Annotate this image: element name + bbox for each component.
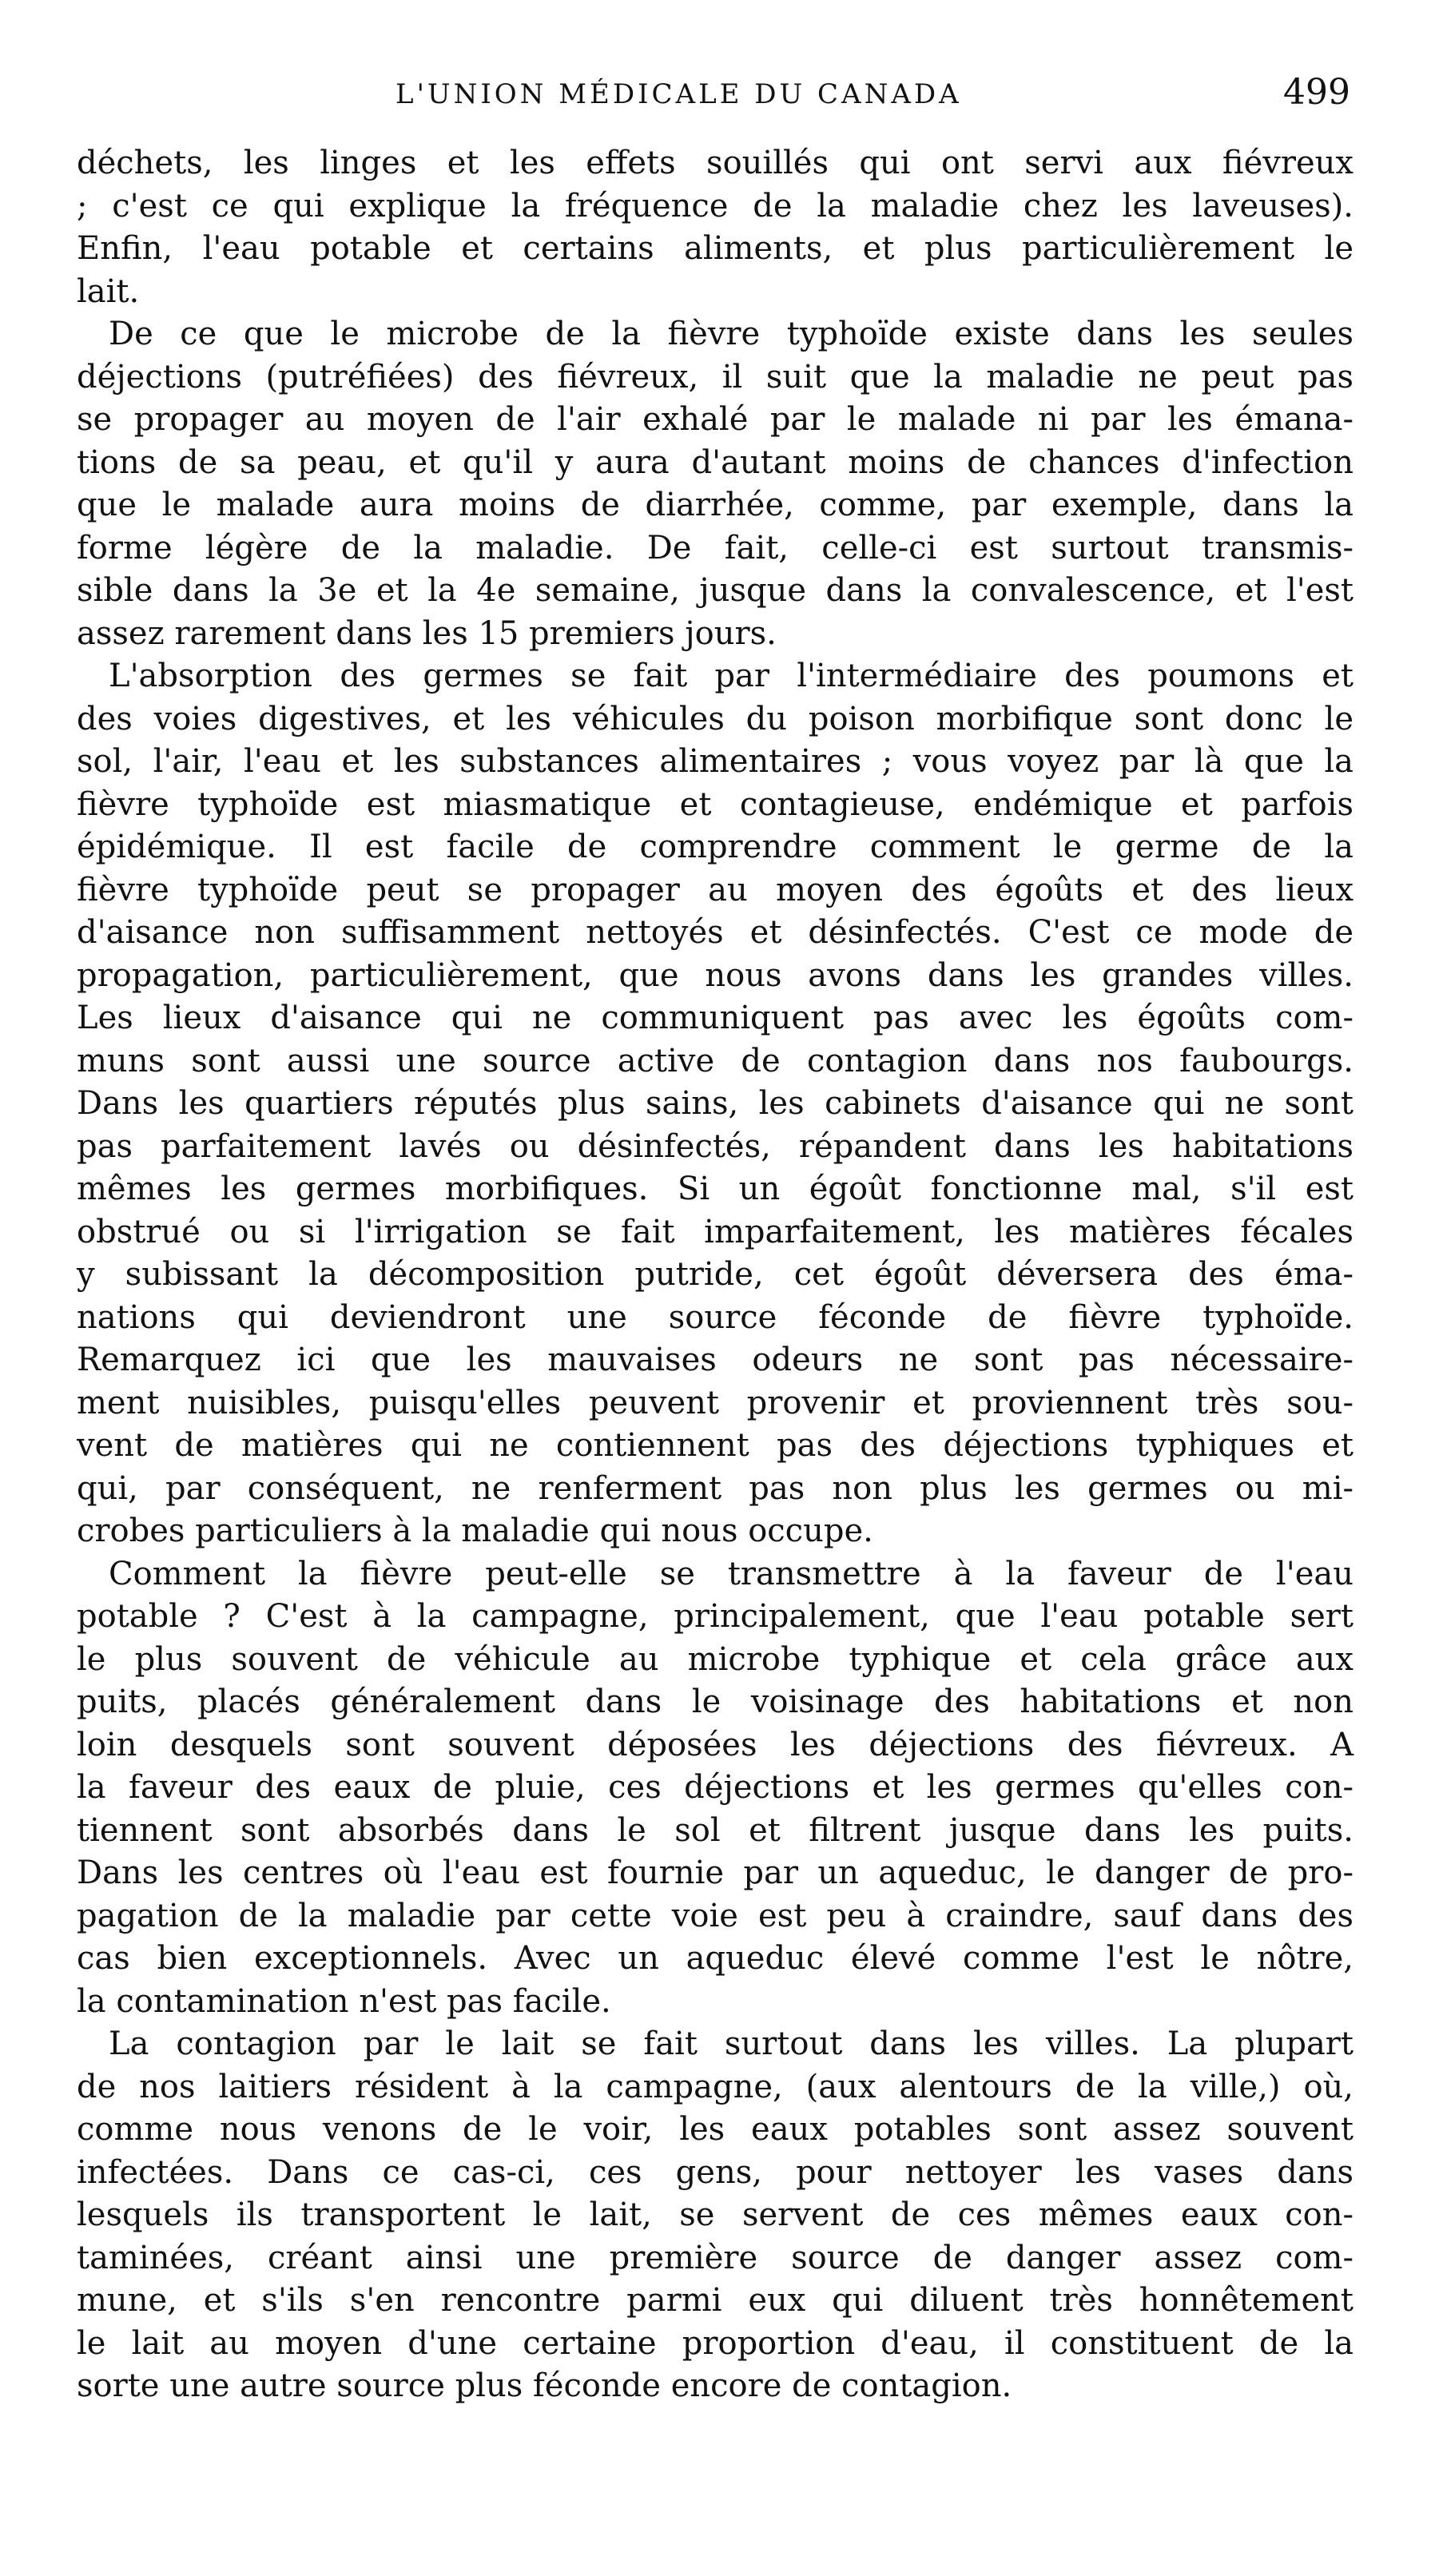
- text-line: tiennent sont absorbés dans le sol et filtrent jusque dans les puits.: [77, 1811, 1354, 1849]
- text-line: épidémique. Il est facile de comprendre comment le germe de la: [77, 829, 1354, 865]
- text-line: L'absorption des germes se fait par l'intermédiaire des poumons et: [109, 658, 1354, 694]
- text-line: loin desquels sont souvent déposées les déjections des fiévreux. A: [77, 1726, 1354, 1763]
- text-line: fièvre typhoïde peut se propager au moyen des égoûts et des lieux: [77, 871, 1354, 908]
- text-line: de nos laitiers résident à la campagne, (aux alentours de la ville,) où,: [77, 2068, 1354, 2105]
- page-header: [80, 72, 1358, 120]
- paragraph: [77, 1553, 1354, 2024]
- text-line: assez rarement dans les 15 premiers jours.: [77, 614, 777, 652]
- text-line: puits, placés généralement dans le voisinage des habitations et non: [77, 1684, 1354, 1720]
- text-line: pagation de la maladie par cette voie est peu à craindre, sauf dans des: [77, 1897, 1354, 1934]
- text-line: Enfin, l'eau potable et certains aliments, et plus particulièrement le: [77, 230, 1354, 267]
- text-line: Remarquez ici que les mauvaises odeurs ne sont pas nécessaire-: [77, 1342, 1354, 1378]
- page-number: 499: [1283, 72, 1350, 113]
- text-line: déjections (putréfiées) des fiévreux, il suit que la maladie ne peut pas: [77, 358, 1354, 396]
- text-line: sol, l'air, l'eau et les substances alimentaires ; vous voyez par là que la: [77, 743, 1354, 780]
- paragraph: [77, 313, 1354, 655]
- paragraph: [77, 142, 1354, 313]
- text-line: Dans les quartiers réputés plus sains, les cabinets d'aisance qui ne sont: [77, 1085, 1354, 1122]
- text-line: crobes particuliers à la maladie qui nous occupe.: [77, 1513, 873, 1549]
- text-line: sorte une autre source plus féconde encore de contagion.: [77, 2367, 1012, 2404]
- text-line: le plus souvent de véhicule au microbe typhique et cela grâce aux: [77, 1640, 1354, 1678]
- paragraph: [77, 2023, 1354, 2408]
- text-line: La contagion par le lait se fait surtout dans les villes. La plupart: [109, 2025, 1354, 2062]
- text-line: propagation, particulièrement, que nous avons dans les grandes villes.: [77, 956, 1354, 994]
- text-line: obstrué ou si l'irrigation se fait imparfaitement, les matières fécales: [77, 1213, 1354, 1250]
- text-line: que le malade aura moins de diarrhée, comme, par exemple, dans la: [77, 487, 1354, 523]
- text-line: mune, et s'ils s'en rencontre parmi eux qui diluent très honnêtement: [77, 2282, 1354, 2319]
- text-line: y subissant la décomposition putride, cet égoût déversera des éma-: [77, 1256, 1354, 1293]
- text-line: fièvre typhoïde est miasmatique et contagieuse, endémique et parfois: [77, 785, 1354, 823]
- text-line: ; c'est ce qui explique la fréquence de la maladie chez les laveuses).: [77, 187, 1354, 225]
- text-line: tions de sa peau, et qu'il y aura d'autant moins de chances d'infection: [77, 443, 1354, 481]
- text-line: se propager au moyen de l'air exhalé par le malade ni par les émana-: [77, 401, 1354, 438]
- text-line: déchets, les linges et les effets souillés qui ont servi aux fiévreux: [77, 145, 1354, 181]
- text-line: mêmes les germes morbifiques. Si un égoût fonctionne mal, s'il est: [77, 1171, 1354, 1207]
- text-line: lesquels ils transportent le lait, se servent de ces mêmes eaux con-: [77, 2196, 1354, 2233]
- text-line: ment nuisibles, puisqu'elles peuvent provenir et proviennent très sou-: [77, 1384, 1354, 1421]
- text-line: Dans les centres où l'eau est fournie par un aqueduc, le danger de pro-: [77, 1854, 1354, 1891]
- text-line: la faveur des eaux de pluie, ces déjections et les germes qu'elles con-: [77, 1769, 1354, 1806]
- text-line: comme nous venons de le voir, les eaux potables sont assez souvent: [77, 2111, 1354, 2148]
- text-line: lait.: [77, 272, 140, 310]
- text-line: De ce que le microbe de la fièvre typhoïde existe dans les seules: [109, 316, 1354, 352]
- text-line: taminées, créant ainsi une première source de danger assez com-: [77, 2239, 1354, 2276]
- text-line: muns sont aussi une source active de contagion dans nos faubourgs.: [77, 1042, 1354, 1079]
- text-line: sible dans la 3e et la 4e semaine, jusque dans la convalescence, et l'est: [77, 572, 1354, 609]
- text-line: nations qui deviendront une source féconde de fièvre typhoïde.: [77, 1298, 1354, 1336]
- text-line: le lait au moyen d'une certaine proportion d'eau, il constituent de la: [77, 2324, 1354, 2362]
- text-line: d'aisance non suffisamment nettoyés et désinfectés. C'est ce mode de: [77, 914, 1354, 951]
- text-line: la contamination n'est pas facile.: [77, 1982, 611, 2020]
- body-text: [77, 142, 1354, 2408]
- text-line: pas parfaitement lavés ou désinfectés, répandent dans les habitations: [77, 1127, 1354, 1165]
- paragraph: [77, 655, 1354, 1553]
- text-line: vent de matières qui ne contiennent pas des déjections typhiques et: [77, 1427, 1354, 1464]
- text-line: forme légère de la maladie. De fait, celle-ci est surtout transmis-: [77, 529, 1354, 566]
- text-line: des voies digestives, et les véhicules du poison morbifique sont donc le: [77, 700, 1354, 737]
- text-line: cas bien exceptionnels. Avec un aqueduc élevé comme l'est le nôtre,: [77, 1940, 1354, 1977]
- text-line: Comment la fièvre peut-elle se transmettre à la faveur de l'eau: [109, 1555, 1354, 1592]
- text-line: infectées. Dans ce cas-ci, ces gens, pour nettoyer les vases dans: [77, 2153, 1354, 2191]
- text-line: qui, par conséquent, ne renferment pas non plus les germes ou mi-: [77, 1469, 1354, 1507]
- text-line: potable ? C'est à la campagne, principalement, que l'eau potable sert: [77, 1598, 1354, 1635]
- text-line: Les lieux d'aisance qui ne communiquent pas avec les égoûts com-: [77, 1000, 1354, 1036]
- running-title: L'UNION MÉDICALE DU CANADA: [396, 78, 962, 110]
